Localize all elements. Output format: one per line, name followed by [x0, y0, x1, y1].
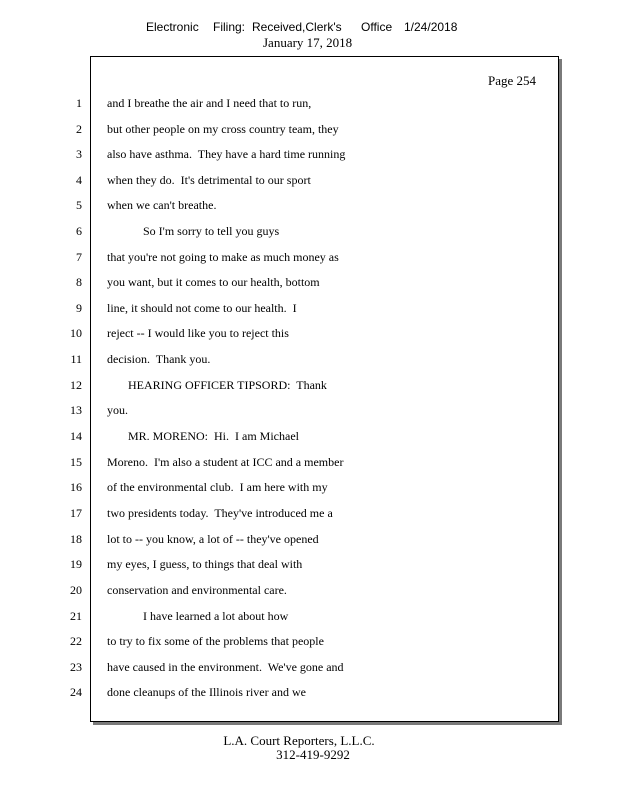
line-number: 16: [70, 480, 82, 494]
reporter-phone: 312-419-9292: [276, 747, 350, 762]
line-text: that you're not going to make as much money as: [107, 250, 339, 264]
filing-stamp-office: Office: [361, 20, 393, 34]
filing-stamp-electronic: Electronic: [146, 20, 199, 34]
line-number: 22: [70, 634, 82, 648]
line-text: and I breathe the air and I need that to run,: [107, 96, 312, 110]
filing-stamp-date: 1/24/2018: [404, 20, 458, 34]
line-text: decision. Thank you.: [107, 352, 211, 366]
line-number: 7: [76, 250, 82, 264]
line-text: conservation and environmental care.: [107, 583, 287, 597]
line-text: you want, but it comes to our health, bottom: [107, 275, 320, 289]
reporter-company: L.A. Court Reporters, L.L.C.: [223, 733, 375, 748]
line-number: 24: [70, 685, 82, 699]
line-text: when we can't breathe.: [107, 198, 217, 212]
line-number: 17: [70, 506, 82, 520]
transcript-date: January 17, 2018: [263, 35, 353, 50]
line-number: 15: [70, 455, 82, 469]
line-number: 11: [70, 352, 82, 366]
line-text: of the environmental club. I am here with my: [107, 480, 328, 494]
line-number: 6: [76, 224, 82, 238]
line-text: you.: [107, 403, 128, 417]
line-number: 13: [70, 403, 82, 417]
line-number: 1: [76, 96, 82, 110]
line-number: 5: [76, 198, 82, 212]
line-text: my eyes, I guess, to things that deal with: [107, 557, 303, 571]
line-number: 3: [76, 147, 82, 161]
line-number: 2: [76, 122, 82, 136]
line-text: line, it should not come to our health. I: [107, 301, 297, 315]
line-number: 14: [70, 429, 82, 443]
line-text: have caused in the environment. We've gone and: [107, 660, 344, 674]
line-text: reject -- I would like you to reject this: [107, 326, 289, 340]
line-number: 20: [70, 583, 82, 597]
line-number: 9: [76, 301, 82, 315]
line-text: I have learned a lot about how: [107, 609, 289, 623]
filing-stamp: [0, 20, 618, 36]
filing-stamp-received: Received,Clerk's: [252, 20, 342, 34]
line-text: when they do. It's detrimental to our sport: [107, 173, 311, 187]
page-number: Page 254: [487, 73, 536, 88]
line-number: 4: [76, 173, 82, 187]
line-text: lot to -- you know, a lot of -- they've opened: [107, 532, 319, 546]
line-text: to try to fix some of the problems that people: [107, 634, 324, 648]
line-text: two presidents today. They've introduced me a: [107, 506, 333, 520]
line-text: but other people on my cross country team, they: [107, 122, 339, 136]
line-number: 19: [70, 557, 82, 571]
line-text: Moreno. I'm also a student at ICC and a member: [107, 455, 344, 469]
line-number: 21: [70, 609, 82, 623]
line-text: HEARING OFFICER TIPSORD: Thank: [107, 378, 327, 392]
filing-stamp-filing: Filing:: [213, 20, 246, 34]
line-text: So I'm sorry to tell you guys: [107, 224, 280, 238]
line-text: MR. MORENO: Hi. I am Michael: [107, 429, 299, 443]
line-text: also have asthma. They have a hard time running: [107, 147, 346, 161]
line-number: 8: [76, 275, 82, 289]
line-number: 18: [70, 532, 82, 546]
line-number: 12: [70, 378, 82, 392]
line-text: done cleanups of the Illinois river and we: [107, 685, 306, 699]
line-number: 23: [70, 660, 82, 674]
line-number: 10: [70, 326, 82, 340]
